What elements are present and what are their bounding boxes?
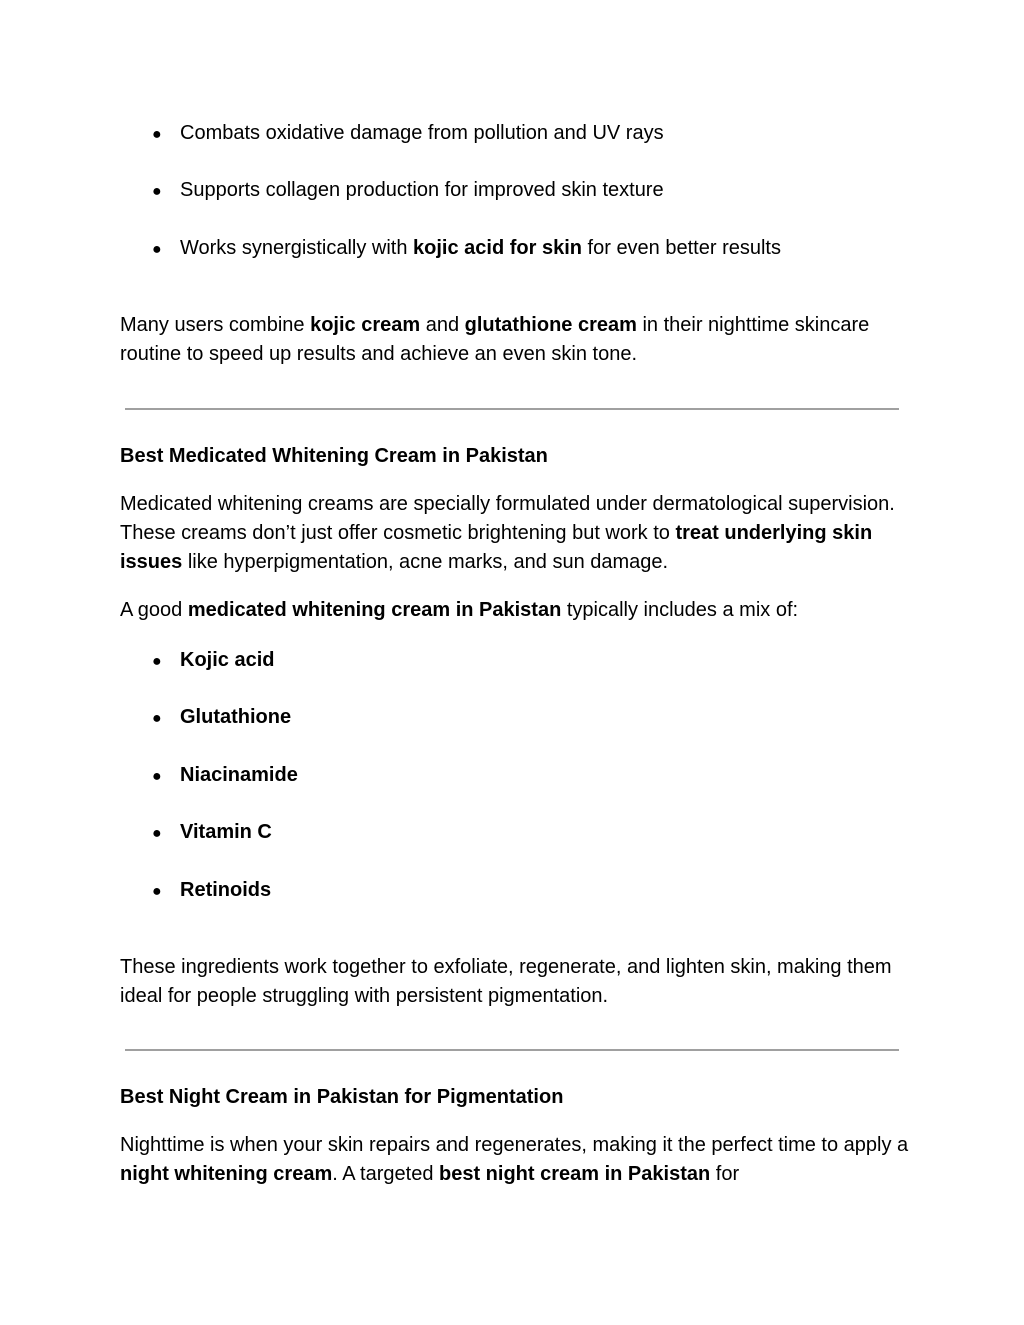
list-item: ● Works synergistically with kojic acid for skin for even better results (152, 236, 781, 262)
combine-paragraph: Many users combine kojic cream and glutathione cream in their nighttime skincare routine to speed up results and achieve an even skin tone. (120, 314, 870, 365)
list-item: ● Supports collagen production for improved skin texture (152, 178, 664, 204)
list-item: ● Combats oxidative damage from pollution and UV rays (152, 121, 664, 147)
medicated-intro-paragraph: Medicated whitening creams are specially formulated under dermatological supervision. These creams don’t just offer cosmetic brightening but work to treat underlying skin issues like hyperpigmentation, acne marks, and sun damage. (120, 493, 895, 573)
list-item: ● Niacinamide (152, 763, 298, 789)
bullet-icon: ● (152, 241, 162, 258)
list-item: ● Glutathione (152, 705, 291, 731)
bullet-icon: ● (152, 653, 162, 670)
bullet-icon: ● (152, 883, 162, 900)
night-intro-paragraph: Nighttime is when your skin repairs and regenerates, making it the perfect time to apply a night whitening cream. A targeted best night cream in Pakistan for (120, 1134, 909, 1185)
bullet-icon: ● (152, 768, 162, 785)
list-item: ● Vitamin C (152, 820, 272, 846)
divider (125, 408, 899, 410)
section-heading: Best Medicated Whitening Cream in Pakistan (120, 445, 548, 467)
medicated-mix-paragraph: A good medicated whitening cream in Pakistan typically includes a mix of: (120, 599, 799, 621)
bullet-icon: ● (152, 825, 162, 842)
bullet-icon: ● (152, 126, 162, 143)
ingredients-summary-paragraph: These ingredients work together to exfoliate, regenerate, and lighten skin, making them ideal for people struggling with persistent pigmentation. (120, 956, 892, 1007)
bullet-icon: ● (152, 710, 162, 727)
list-item: ● Retinoids (152, 878, 271, 904)
divider (125, 1049, 899, 1051)
list-item: ● Kojic acid (152, 648, 274, 674)
section-heading: Best Night Cream in Pakistan for Pigmentation (120, 1086, 564, 1108)
bullet-icon: ● (152, 183, 162, 200)
